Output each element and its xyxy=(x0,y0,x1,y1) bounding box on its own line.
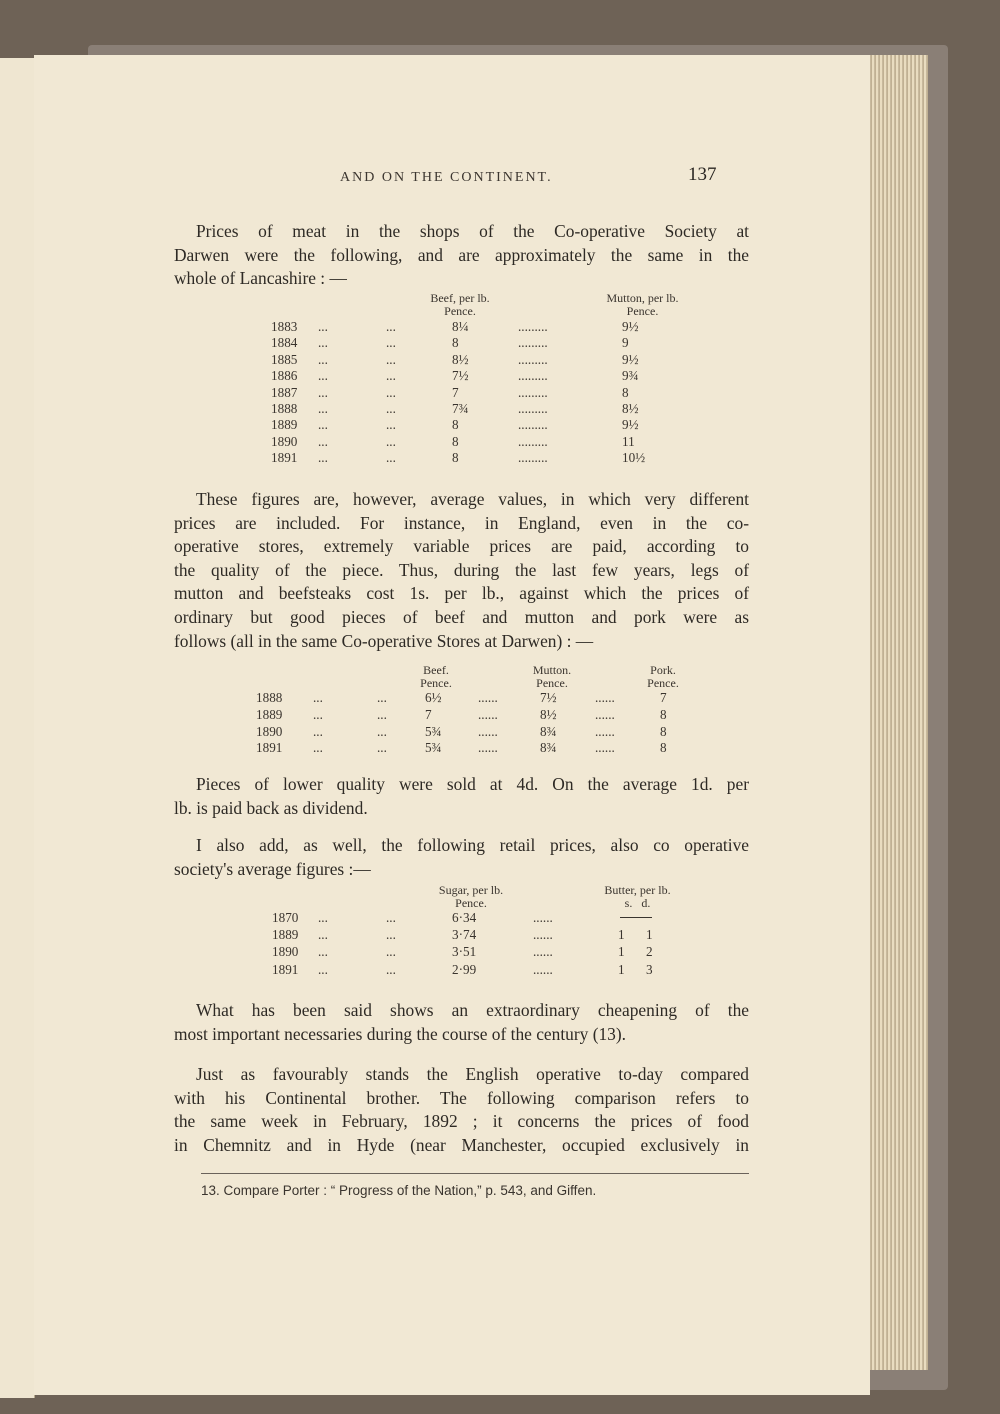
year-cell: 1887 xyxy=(271,384,298,400)
mutton-price-cell: 8 xyxy=(622,384,629,400)
ellipsis-leader: ... xyxy=(318,944,328,960)
table-row xyxy=(0,690,667,706)
table-row xyxy=(0,368,639,384)
text-line: operative stores, extremely variable prices are paid, according to xyxy=(174,536,749,557)
ellipsis-leader: ... xyxy=(318,961,328,977)
year-cell: 1891 xyxy=(272,961,299,977)
paragraph-english-operative xyxy=(174,1063,749,1157)
ellipsis-leader: ... xyxy=(386,401,396,416)
sugar-price-cell: 3·74 xyxy=(452,927,477,943)
butter-pence-cell: 1 xyxy=(646,927,653,943)
paragraph-cheapening xyxy=(174,999,749,1046)
ellipsis-leader: ... xyxy=(386,384,396,400)
paragraph-retail-prices-intro xyxy=(174,834,749,881)
year-cell: 1888 xyxy=(256,690,283,705)
ellipsis-leader: ... xyxy=(386,417,396,433)
pork-price-cell: 8 xyxy=(660,706,667,722)
paragraph-average-values xyxy=(174,488,749,653)
pork-price-cell: 8 xyxy=(660,740,667,756)
column-header-mutton xyxy=(518,664,586,690)
table-row xyxy=(0,319,639,335)
text-line: most important necessaries during the course of the century (13). xyxy=(174,1023,627,1044)
paragraph-lower-quality xyxy=(174,773,749,820)
sugar-price-cell: 6·34 xyxy=(452,910,477,925)
table-row xyxy=(0,944,653,960)
table-row xyxy=(0,417,639,433)
sugar-price-cell: 2·99 xyxy=(452,961,477,977)
text-line: in Chemnitz and in Hyde (near Manchester, occupied exclusively in xyxy=(174,1134,749,1155)
header-line: s. d. xyxy=(624,896,651,910)
ellipsis-leader: ... xyxy=(386,319,396,334)
table-row xyxy=(0,927,653,943)
header-line: Pence. xyxy=(444,304,476,318)
dot-leader: ...... xyxy=(595,690,615,705)
ellipsis-leader: ... xyxy=(318,927,328,943)
dot-leader: ......... xyxy=(518,450,548,466)
beef-price-cell: 7½ xyxy=(452,368,469,384)
column-header-beef xyxy=(405,664,467,690)
beef-price-cell: 8 xyxy=(452,433,459,449)
ellipsis-leader: ... xyxy=(318,319,328,334)
header-line: Butter, per lb. xyxy=(604,883,671,897)
beef-price-cell: 8 xyxy=(452,417,459,433)
header-line: Pence. xyxy=(420,676,452,690)
year-cell: 1870 xyxy=(272,910,299,925)
sugar-price-cell: 3·51 xyxy=(452,944,477,960)
empty-value-dash xyxy=(620,917,652,918)
ellipsis-leader: ... xyxy=(313,740,323,756)
text-line: These figures are, however, average values, in which very different xyxy=(196,489,749,509)
year-cell: 1889 xyxy=(271,417,298,433)
beef-price-cell: 5¾ xyxy=(425,723,442,739)
beef-price-cell: 8½ xyxy=(452,351,469,367)
dot-leader: ......... xyxy=(518,384,548,400)
ellipsis-leader: ... xyxy=(386,351,396,367)
ellipsis-leader: ... xyxy=(386,944,396,960)
dot-leader: ...... xyxy=(478,706,498,722)
page-number: 137 xyxy=(688,164,717,185)
ellipsis-leader: ... xyxy=(318,351,328,367)
ellipsis-leader: ... xyxy=(386,927,396,943)
mutton-price-cell: 8¾ xyxy=(540,723,557,739)
mutton-price-cell: 8½ xyxy=(540,706,557,722)
ellipsis-leader: ... xyxy=(318,433,328,449)
year-cell: 1891 xyxy=(256,740,283,756)
text-line: I also add, as well, the following retail prices, also co operative xyxy=(196,835,749,855)
beef-price-cell: 7 xyxy=(425,706,432,722)
dot-leader: ...... xyxy=(595,706,615,722)
mutton-price-cell: 9½ xyxy=(622,417,639,433)
header-line: Mutton, per lb. xyxy=(606,291,679,305)
column-header-pork xyxy=(634,664,692,690)
butter-pence-cell: 3 xyxy=(646,961,653,977)
header-line: Pence. xyxy=(626,304,659,318)
header-line: Pence. xyxy=(647,676,679,690)
year-cell: 1883 xyxy=(271,319,298,334)
mutton-price-cell: 9 xyxy=(622,335,629,351)
table-row xyxy=(0,706,667,723)
year-cell: 1885 xyxy=(271,351,298,367)
mutton-price-cell: 8¾ xyxy=(540,740,557,756)
mutton-price-cell: 9¾ xyxy=(622,368,639,384)
dot-leader: ......... xyxy=(518,417,548,433)
mutton-price-cell: 11 xyxy=(622,433,635,449)
ellipsis-leader: ... xyxy=(313,690,323,705)
text-line: the quality of the piece. Thus, during the last few years, legs of xyxy=(174,559,749,580)
ellipsis-leader: ... xyxy=(386,368,396,384)
dot-leader: ...... xyxy=(533,944,553,960)
mutton-price-cell: 10½ xyxy=(622,450,646,466)
butter-shillings-cell: 1 xyxy=(618,927,625,943)
ellipsis-leader: ... xyxy=(377,723,387,739)
beef-price-cell: 8 xyxy=(452,450,459,466)
ellipsis-leader: ... xyxy=(377,740,387,756)
table-row xyxy=(0,723,667,740)
ellipsis-leader: ... xyxy=(386,433,396,449)
header-line: Sugar, per lb. xyxy=(438,883,504,897)
dot-leader: ...... xyxy=(595,723,615,739)
text-line: lb. is paid back as dividend. xyxy=(174,797,368,818)
ellipsis-leader: ... xyxy=(318,368,328,384)
ellipsis-leader: ... xyxy=(318,450,328,466)
dot-leader: ...... xyxy=(595,740,615,756)
beef-price-cell: 5¾ xyxy=(425,740,442,756)
text-line: ordinary but good pieces of beef and mutton and pork were as xyxy=(174,606,749,627)
beef-price-cell: 8 xyxy=(452,335,459,351)
year-cell: 1888 xyxy=(271,401,298,416)
text-line: whole of Lancashire : — xyxy=(174,268,347,289)
dot-leader: ...... xyxy=(533,961,553,977)
dot-leader: ......... xyxy=(518,351,548,367)
dot-leader: ......... xyxy=(518,368,548,384)
column-header-mutton xyxy=(580,292,705,318)
ellipsis-leader: ... xyxy=(318,401,328,416)
ellipsis-leader: ... xyxy=(386,910,396,925)
column-header-beef xyxy=(405,292,515,318)
column-header-butter xyxy=(585,884,690,910)
year-cell: 1884 xyxy=(271,335,298,351)
table-row xyxy=(0,351,639,368)
beef-price-cell: 7¾ xyxy=(452,401,469,416)
year-cell: 1889 xyxy=(256,706,283,722)
table-row xyxy=(0,433,635,450)
table-row xyxy=(0,450,646,466)
table-row xyxy=(0,401,639,417)
beef-price-cell: 6½ xyxy=(425,690,442,705)
table-row xyxy=(0,740,667,756)
header-line: Pence. xyxy=(455,896,487,910)
dot-leader: ......... xyxy=(518,433,548,449)
running-title: AND ON THE CONTINENT. xyxy=(340,170,553,185)
year-cell: 1891 xyxy=(271,450,298,466)
ellipsis-leader: ... xyxy=(318,335,328,351)
ellipsis-leader: ... xyxy=(386,450,396,466)
ellipsis-leader: ... xyxy=(386,961,396,977)
ellipsis-leader: ... xyxy=(318,910,328,925)
text-line: society's average figures :— xyxy=(174,858,371,879)
ellipsis-leader: ... xyxy=(313,706,323,722)
text-line: Just as favourably stands the English operative to-day compared xyxy=(196,1064,749,1084)
text-line: follows (all in the same Co-operative Stores at Darwen) : — xyxy=(174,630,594,651)
ellipsis-leader: ... xyxy=(377,690,387,705)
table-row xyxy=(0,384,629,401)
dot-leader: ......... xyxy=(518,319,548,334)
year-cell: 1890 xyxy=(256,723,283,739)
footnote: 13. Compare Porter : “ Progress of the Nation,” p. 543, and Giffen. xyxy=(201,1183,597,1198)
year-cell: 1890 xyxy=(272,944,299,960)
beef-price-cell: 8¼ xyxy=(452,319,469,334)
year-cell: 1889 xyxy=(272,927,299,943)
header-line: Beef. xyxy=(423,663,449,677)
ellipsis-leader: ... xyxy=(377,706,387,722)
ellipsis-leader: ... xyxy=(386,335,396,351)
text-line: the same week in February, 1892 ; it concerns the prices of food xyxy=(174,1111,749,1132)
mutton-price-cell: 7½ xyxy=(540,690,557,705)
beef-price-cell: 7 xyxy=(452,384,459,400)
table-row xyxy=(0,961,653,978)
column-header-sugar xyxy=(416,884,526,910)
ellipsis-leader: ... xyxy=(318,417,328,433)
mutton-price-cell: 9½ xyxy=(622,351,639,367)
dot-leader: ...... xyxy=(478,740,498,756)
page-edges xyxy=(868,55,928,1370)
text-line: Pieces of lower quality were sold at 4d. On the average 1d. per xyxy=(196,774,749,794)
text-line: What has been said shows an extraordinary cheapening of the xyxy=(196,1000,749,1020)
dot-leader: ...... xyxy=(478,690,498,705)
header-line: Pork. xyxy=(650,663,676,677)
text-line: mutton and beefsteaks cost 1s. per lb., against which the prices of xyxy=(174,583,749,604)
header-line: Pence. xyxy=(536,676,568,690)
text-line: with his Continental brother. The following comparison refers to xyxy=(174,1087,749,1108)
dot-leader: ...... xyxy=(478,723,498,739)
text-line: Darwen were the following, and are approximately the same in the xyxy=(174,244,749,265)
butter-shillings-cell: 1 xyxy=(618,944,625,960)
header-line: Mutton. xyxy=(532,663,572,677)
year-cell: 1886 xyxy=(271,368,298,384)
dot-leader: ...... xyxy=(533,910,553,925)
mutton-price-cell: 8½ xyxy=(622,401,639,416)
header-line: Beef, per lb. xyxy=(430,291,490,305)
ellipsis-leader: ... xyxy=(318,384,328,400)
pork-price-cell: 7 xyxy=(660,690,667,705)
footnote-rule xyxy=(201,1173,749,1174)
dot-leader: ......... xyxy=(518,401,548,416)
pork-price-cell: 8 xyxy=(660,723,667,739)
text-line: Prices of meat in the shops of the Co-operative Society at xyxy=(196,221,749,241)
mutton-price-cell: 9½ xyxy=(622,319,639,334)
butter-shillings-cell: 1 xyxy=(618,961,625,977)
text-line: prices are included. For instance, in England, even in the co- xyxy=(174,512,749,533)
ellipsis-leader: ... xyxy=(313,723,323,739)
table-row xyxy=(0,335,629,351)
year-cell: 1890 xyxy=(271,433,298,449)
paragraph-meat-prices-intro xyxy=(174,220,749,291)
dot-leader: ...... xyxy=(533,927,553,943)
butter-pence-cell: 2 xyxy=(646,944,653,960)
dot-leader: ......... xyxy=(518,335,548,351)
table-row xyxy=(0,910,560,926)
